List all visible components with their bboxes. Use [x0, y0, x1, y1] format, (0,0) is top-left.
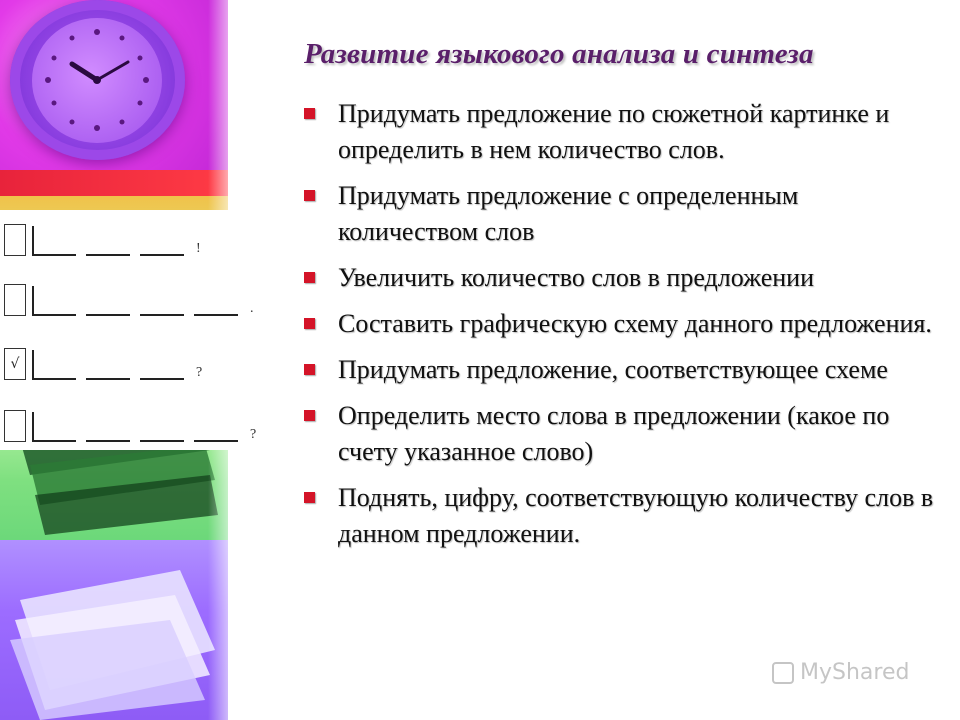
bullet-square-icon	[304, 364, 315, 375]
scheme-first-word	[32, 350, 76, 380]
list-item	[300, 178, 940, 250]
clock-hands-icon	[32, 18, 162, 143]
bullet-text: Придумать предложение по сюжетной картинке и определить в нем количество слов.	[338, 99, 890, 164]
scheme-lead-box: √	[4, 348, 26, 380]
scheme-word-line	[140, 314, 184, 316]
list-item	[300, 480, 940, 552]
clock-face	[32, 18, 162, 143]
scheme-lead-box	[4, 284, 26, 316]
scheme-first-word	[32, 412, 76, 442]
scheme-word-line	[194, 314, 238, 316]
scheme-lead-box	[4, 410, 26, 442]
bullet-text: Поднять, цифру, соответствующую количеству слов в данном предложении.	[338, 483, 934, 548]
papers-icon	[0, 540, 228, 720]
bullet-square-icon	[304, 108, 315, 119]
bullet-text: Придумать предложение с определенным количеством слов	[338, 181, 799, 246]
list-item	[300, 260, 940, 296]
list-item	[300, 398, 940, 470]
bullet-text: Придумать предложение, соответствующее схеме	[338, 355, 888, 384]
scheme-word-line	[140, 378, 184, 380]
bullet-square-icon	[304, 190, 315, 201]
watermark-text: MyShared	[800, 660, 910, 685]
scheme-row	[4, 402, 256, 442]
scheme-row	[4, 216, 201, 256]
scheme-punctuation: !	[196, 241, 201, 256]
clock-background	[0, 0, 228, 170]
list-item	[300, 96, 940, 168]
scheme-first-word	[32, 286, 76, 316]
slide-title: Развитие языкового анализа и синтеза	[304, 38, 814, 70]
purple-books-background	[0, 540, 228, 720]
scheme-row	[4, 340, 202, 380]
bullet-square-icon	[304, 410, 315, 421]
scheme-word-line	[86, 378, 130, 380]
bullet-square-icon	[304, 318, 315, 329]
bullet-text: Увеличить количество слов в предложении	[338, 263, 814, 292]
scheme-lead-box	[4, 224, 26, 256]
clock-icon	[10, 0, 185, 160]
scheme-word-line	[140, 254, 184, 256]
bullet-square-icon	[304, 272, 315, 283]
scheme-word-line	[194, 440, 238, 442]
scheme-row	[4, 276, 254, 316]
bullet-square-icon	[304, 492, 315, 503]
scheme-first-word	[32, 226, 76, 256]
scheme-word-line	[86, 440, 130, 442]
red-band	[0, 170, 228, 196]
scheme-word-line	[140, 440, 184, 442]
presentation-icon	[772, 662, 794, 684]
bullet-list	[300, 96, 940, 562]
scheme-word-line	[86, 314, 130, 316]
list-item	[300, 306, 940, 342]
bullet-text: Определить место слова в предложении (какое по счету указанное слово)	[338, 401, 890, 466]
scheme-punctuation: ?	[196, 365, 203, 380]
watermark	[772, 660, 909, 685]
sentence-scheme-card	[0, 210, 268, 450]
scheme-word-line	[86, 254, 130, 256]
list-item	[300, 352, 940, 388]
bullet-text: Составить графическую схему данного предложения.	[338, 309, 932, 338]
scheme-punctuation: ?	[250, 427, 257, 442]
scheme-punctuation: .	[250, 301, 254, 316]
